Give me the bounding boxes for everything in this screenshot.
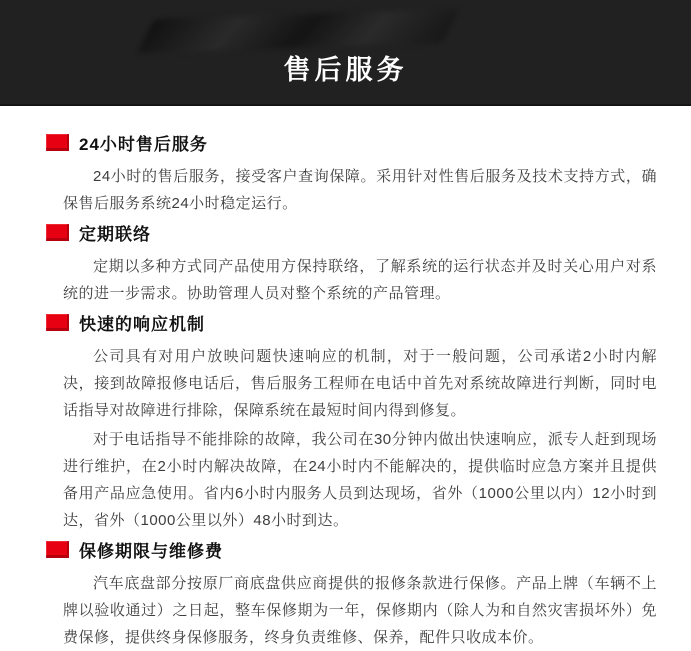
- paragraph-regular-contact: 定期以多种方式同产品使用方保持联络，了解系统的运行状态并及时关心用户对系统的进一步需求。协助管理人员对整个系统的产品管理。: [63, 258, 657, 302]
- banner: [0, 0, 691, 106]
- section-regular-contact: [46, 220, 657, 307]
- page-title: 售后服务: [283, 55, 408, 85]
- red-square-bullet: [46, 134, 69, 151]
- red-square-bullet: [46, 224, 69, 241]
- paragraph-warranty: 汽车底盘部分按原厂商底盘供应商提供的报修条款进行保修。产品上牌（车辆不上牌以验收通过）之日起，整车保修期为一年，保修期内（除人为和自然灾害损坏外）免费保修，提供终身保修服务，终身负责维修、保养，配件只收成本价。: [63, 575, 657, 646]
- paragraph-rapid-response-1: 公司具有对用户放映问题快速响应的机制，对于一般问题，公司承诺2小时内解决，接到故障报修电话后，售后服务工程师在电话中首先对系统故障进行判断，同时电话指导对故障进行排除，保障系统在最短时间内得到修复。: [63, 348, 657, 419]
- section-heading-row: [46, 537, 657, 562]
- section-title-24h-service: 24小时售后服务: [79, 135, 208, 154]
- section-heading-row: [46, 130, 657, 155]
- section-title-warranty: 保修期限与维修费: [79, 542, 223, 561]
- red-square-bullet: [46, 314, 69, 331]
- red-square-bullet: [46, 541, 69, 558]
- section-title-regular-contact: 定期联络: [79, 225, 151, 244]
- watermark-smudge: [137, 9, 459, 53]
- paragraph-rapid-response-2: 对于电话指导不能排除的故障，我公司在30分钟内做出快速响应，派专人赶到现场进行维护，在2小时内解决故障，在24小时内不能解决的，提供临时应急方案并且提供备用产品应急使用。省内6小时内服务人员到达现场，省外（1000公里以内）12小时到达，省外（1000公里以外）48小时到达。: [63, 431, 657, 529]
- section-title-rapid-response: 快速的响应机制: [79, 315, 205, 334]
- section-heading-row: [46, 220, 657, 245]
- paragraph-24h-service: 24小时的售后服务，接受客户查询保障。采用针对性售后服务及技术支持方式，确保售后服务系统24小时稳定运行。: [63, 168, 657, 212]
- section-warranty: [46, 537, 657, 651]
- section-heading-row: [46, 310, 657, 335]
- content: [0, 106, 691, 651]
- section-24h-service: [46, 130, 657, 217]
- section-rapid-response: [46, 310, 657, 534]
